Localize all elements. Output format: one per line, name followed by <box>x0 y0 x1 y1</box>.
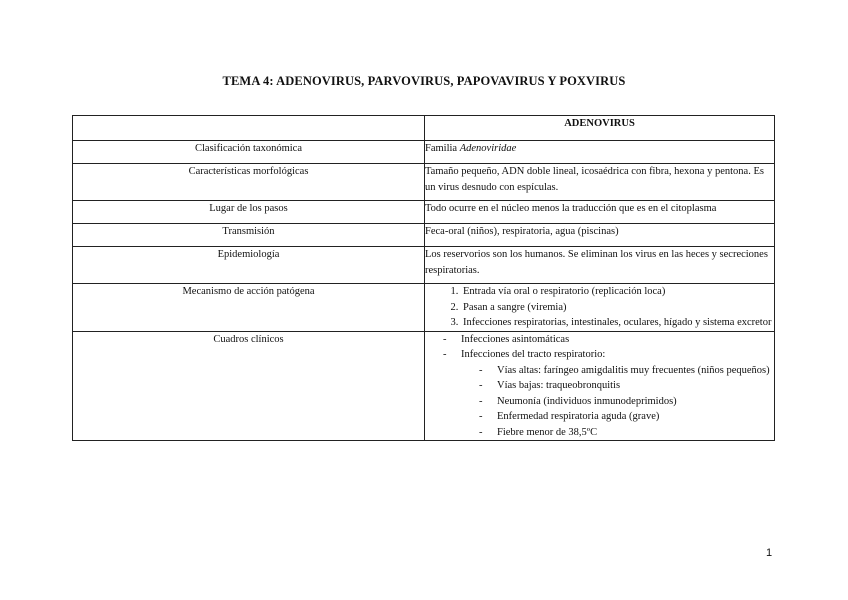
list-item: 3. Infecciones respiratorias, intestinales, oculares, hígado y sistema excretor <box>461 315 774 331</box>
table-row <box>73 201 775 224</box>
header-label-cell <box>73 116 425 141</box>
sublist-item: - Neumonía (individuos inmunodeprimidos) <box>479 394 774 410</box>
row-label: Transmisión <box>73 224 425 247</box>
table-row <box>73 284 775 332</box>
table-row <box>73 331 775 441</box>
value-prefix: Familia <box>425 143 460 154</box>
row-value <box>425 141 775 164</box>
virus-table <box>72 115 775 441</box>
table-row <box>73 164 775 201</box>
row-value <box>425 331 775 441</box>
table-row <box>73 141 775 164</box>
sublist-item: - Vías bajas: traqueobronquitis <box>479 378 774 394</box>
row-label: Clasificación taxonómica <box>73 141 425 164</box>
sublist-item: - Fiebre menor de 38,5ºC <box>479 425 774 441</box>
row-label: Mecanismo de acción patógena <box>73 284 425 332</box>
sublist-item: - Enfermedad respiratoria aguda (grave) <box>479 409 774 425</box>
table-row <box>73 247 775 284</box>
table-row <box>73 224 775 247</box>
row-label: Características morfológicas <box>73 164 425 201</box>
row-value: Feca-oral (niños), respiratoria, agua (piscinas) <box>425 224 775 247</box>
list-item: 2. Pasan a sangre (viremia) <box>461 300 774 316</box>
page-title: TEMA 4: ADENOVIRUS, PARVOVIRUS, PAPOVAVIRUS Y POXVIRUS <box>222 74 626 88</box>
list-item: 1. Entrada vía oral o respiratorio (replicación loca) <box>461 284 774 300</box>
row-label: Lugar de los pasos <box>73 201 425 224</box>
clinical-sublist <box>461 363 774 441</box>
row-value <box>425 284 775 332</box>
mechanism-list <box>425 284 774 331</box>
list-item: - Infecciones asintomáticas <box>443 332 774 348</box>
page-number: 1 <box>766 547 773 559</box>
sublist-item: - Vías altas: faríngeo amigdalitis muy frecuentes (niños pequeños) <box>479 363 774 379</box>
row-value: Todo ocurre en el núcleo menos la traducción que es en el citoplasma <box>425 201 775 224</box>
clinical-list <box>425 332 774 441</box>
list-item-text: Infecciones del tracto respiratorio: <box>461 349 606 360</box>
value-italic: Adenoviridae <box>459 143 517 154</box>
row-label: Epidemiología <box>73 247 425 284</box>
row-value: Tamaño pequeño, ADN doble lineal, icosaédrica con fibra, hexona y pentona. Es un virus desnudo con espículas. <box>425 164 775 201</box>
row-label: Cuadros clínicos <box>73 331 425 441</box>
row-value: Los reservorios son los humanos. Se eliminan los virus en las heces y secreciones respiratorias. <box>425 247 775 284</box>
header-value-cell: ADENOVIRUS <box>425 116 775 141</box>
list-item <box>443 347 774 440</box>
table-header-row <box>73 116 775 141</box>
